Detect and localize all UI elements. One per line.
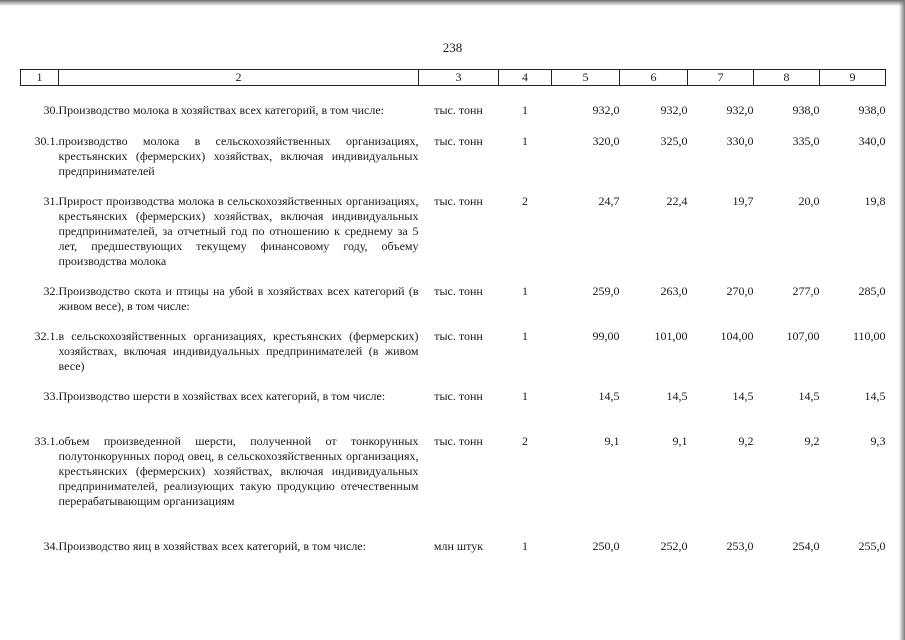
column-header: 4 — [499, 70, 552, 86]
value-cell: 330,0 — [726, 133, 754, 148]
table-row — [21, 434, 886, 539]
unit-cell: тыс. тонн — [434, 328, 483, 343]
code-cell: 2 — [522, 193, 528, 208]
value-cell: 14,5 — [598, 388, 620, 403]
column-header: 1 — [21, 70, 59, 86]
value-cell: 335,0 — [792, 133, 820, 148]
value-cell: 104,00 — [720, 328, 754, 343]
column-header: 2 — [59, 70, 419, 86]
value-cell: 9,1 — [604, 433, 620, 448]
indicator-name: в сельскохозяйственных организациях, крестьянских (фермерских) хозяйствах, включая индивидуальных предпринимателей (в живом весе) — [58, 328, 419, 373]
value-cell: 932,0 — [726, 103, 754, 117]
value-cell: 9,2 — [738, 433, 754, 448]
value-cell: 250,0 — [592, 538, 620, 553]
column-header: 6 — [620, 70, 688, 86]
indicator-name: производство молока в сельскохозяйственных организациях, крестьянских (фермерских) хозяйствах, включая индивидуальных предпринимателей — [58, 133, 419, 178]
value-cell: 19,7 — [732, 193, 754, 208]
indicator-name: Производство молока в хозяйствах всех категорий, в том числе: — [58, 103, 385, 117]
row-number: 33.1. — [34, 433, 59, 448]
column-header: 8 — [754, 70, 820, 86]
code-cell: 1 — [522, 328, 528, 343]
code-cell: 1 — [522, 283, 528, 298]
value-cell: 9,2 — [804, 433, 820, 448]
indicator-name: Производство яиц в хозяйствах всех категорий, в том числе: — [58, 538, 366, 553]
table-row — [21, 389, 886, 434]
indicator-name: Прирост производства молока в сельскохозяйственных организациях, крестьянских (фермерских) хозяйствах, включая индивидуальных предпринимателей, за отчетный год по отношению к среднему за 5 лет, предшествующих текущему финансовому году, объему производства молока — [58, 193, 419, 268]
column-number-row — [21, 70, 886, 86]
page-number: 238 — [442, 40, 463, 55]
value-cell: 254,0 — [792, 538, 820, 553]
value-cell: 277,0 — [792, 283, 820, 298]
scan-edge-right — [899, 0, 905, 640]
value-cell: 932,0 — [660, 103, 688, 117]
value-cell: 19,8 — [864, 193, 886, 208]
unit-cell: тыс. тонн — [434, 133, 483, 148]
value-cell: 340,0 — [858, 133, 886, 148]
indicator-name: Производство скота и птицы на убой в хозяйствах всех категорий (в живом весе), в том числе: — [58, 283, 419, 313]
value-cell: 325,0 — [660, 133, 688, 148]
code-cell: 1 — [522, 133, 528, 148]
value-cell: 259,0 — [592, 283, 620, 298]
indicator-name: Производство шерсти в хозяйствах всех категорий, в том числе: — [58, 388, 386, 403]
value-cell: 255,0 — [858, 538, 886, 553]
unit-cell: тыс. тонн — [434, 283, 483, 298]
column-header: 3 — [419, 70, 499, 86]
value-cell: 263,0 — [660, 283, 688, 298]
row-number: 34. — [43, 538, 59, 553]
value-cell: 9,1 — [672, 433, 688, 448]
code-cell: 1 — [522, 538, 528, 553]
row-number: 30. — [43, 103, 59, 117]
value-cell: 14,5 — [666, 388, 688, 403]
value-cell: 24,7 — [598, 193, 620, 208]
indicator-name: объем произведенной шерсти, полученной от тонкорунных полутонкорунных пород овец, в сельскохозяйственных организациях, крестьянских (фермерских) хозяйствах, включая индивидуальных предпринимателей, реализующих такую продукцию отечественным перерабатывающим организациям — [58, 433, 419, 508]
value-cell: 107,00 — [786, 328, 820, 343]
row-number: 32.1. — [34, 328, 59, 343]
column-header: 7 — [688, 70, 754, 86]
table-row — [21, 539, 886, 579]
value-cell: 101,00 — [654, 328, 688, 343]
value-cell: 253,0 — [726, 538, 754, 553]
code-cell: 1 — [522, 388, 528, 403]
row-number: 33. — [43, 388, 59, 403]
value-cell: 938,0 — [792, 103, 820, 117]
value-cell: 9,3 — [870, 433, 886, 448]
value-cell: 252,0 — [660, 538, 688, 553]
value-cell: 14,5 — [798, 388, 820, 403]
column-header: 9 — [820, 70, 886, 86]
value-cell: 270,0 — [726, 283, 754, 298]
column-header: 5 — [552, 70, 620, 86]
scan-edge-top — [0, 0, 905, 6]
value-cell: 320,0 — [592, 133, 620, 148]
row-number: 30.1. — [34, 133, 59, 148]
table-row — [21, 329, 886, 389]
table-row — [21, 284, 886, 329]
value-cell: 938,0 — [858, 103, 886, 117]
row-number: 32. — [43, 283, 59, 298]
table-row — [21, 86, 886, 134]
value-cell: 14,5 — [732, 388, 754, 403]
unit-cell: тыс. тонн — [434, 193, 483, 208]
value-cell: 20,0 — [798, 193, 820, 208]
value-cell: 110,00 — [852, 328, 886, 343]
unit-cell: тыс. тонн — [434, 433, 483, 448]
row-number: 31. — [43, 193, 59, 208]
value-cell: 932,0 — [592, 103, 620, 117]
table-row — [21, 194, 886, 284]
unit-cell: млн штук — [433, 538, 484, 553]
unit-cell: тыс. тонн — [434, 103, 483, 117]
value-cell: 14,5 — [864, 388, 886, 403]
unit-cell: тыс. тонн — [434, 388, 483, 403]
code-cell: 2 — [522, 433, 528, 448]
code-cell: 1 — [522, 103, 528, 117]
value-cell: 99,00 — [592, 328, 620, 343]
table-row — [21, 134, 886, 194]
indicator-table — [20, 69, 886, 579]
value-cell: 22,4 — [666, 193, 688, 208]
value-cell: 285,0 — [858, 283, 886, 298]
